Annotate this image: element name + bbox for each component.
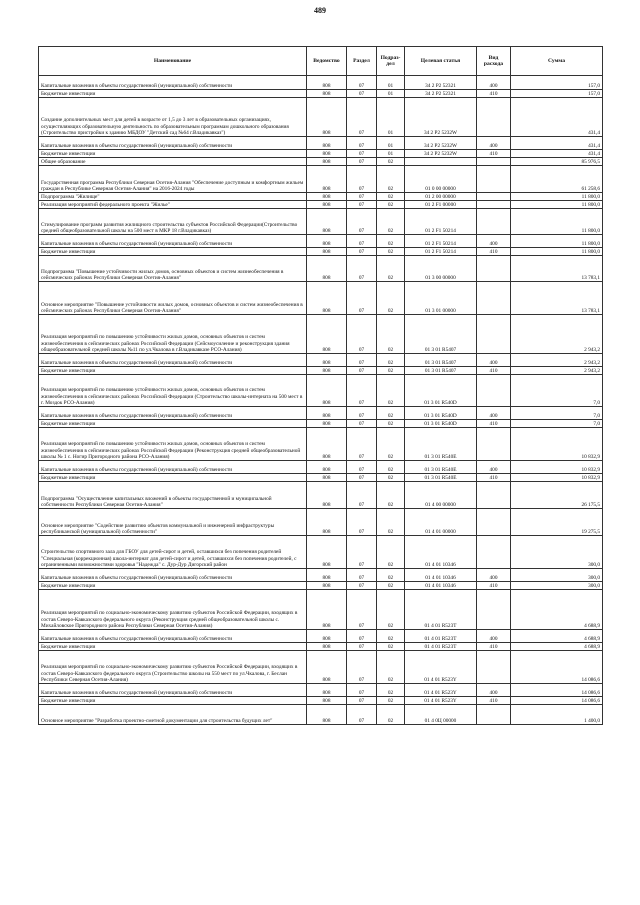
cell-podrazdel: 01	[377, 76, 405, 90]
cell-vid: 400	[477, 76, 511, 90]
cell-razdel: 07	[347, 137, 377, 150]
cell-name: Строительство спортивного зала для ГБОУ для детей-сирот и детей, оставшихся без попечения родителей "Специальная (коррекционная) школа-интернат для детей-сирот и детей, оставшихся без попечения родителей, с ограниченными возможностями здоровья "Надежда" с. Дур-Дур Дигорский район	[39, 536, 307, 569]
cell-name: Капитальные вложения в объекты государственной (муниципальной) собственности	[39, 407, 307, 420]
cell-vid: 400	[477, 569, 511, 582]
cell-name: Бюджетные инвестиции	[39, 643, 307, 651]
header-razdel: Раздел	[347, 47, 377, 76]
cell-celevaya: 01 3 01 R5407	[405, 315, 477, 354]
cell-summa: 431,4	[511, 137, 603, 150]
cell-vedomstvo: 808	[307, 158, 347, 166]
cell-celevaya: 01 3 01 R540E	[405, 474, 477, 482]
cell-summa: 10 832,9	[511, 474, 603, 482]
cell-razdel: 07	[347, 461, 377, 474]
cell-summa: 13 783,1	[511, 282, 603, 315]
cell-vid	[477, 256, 511, 282]
cell-name: Стимулирование программ развития жилищного строительства субъектов Российской Федерации(Строительство средней общеобразовательной школы на 500 мест в МКР 18 г.Владикавказ)	[39, 209, 307, 235]
cell-podrazdel: 02	[377, 684, 405, 697]
cell-razdel: 07	[347, 193, 377, 201]
table-row	[39, 569, 603, 582]
cell-podrazdel: 02	[377, 282, 405, 315]
table-row	[39, 76, 603, 90]
cell-celevaya: 01 3 01 R540D	[405, 375, 477, 407]
table-row	[39, 98, 603, 137]
cell-vedomstvo: 808	[307, 428, 347, 461]
header-summa: Сумма	[511, 47, 603, 76]
cell-podrazdel: 02	[377, 705, 405, 725]
cell-summa: 300,0	[511, 569, 603, 582]
cell-name: Капитальные вложения в объекты государственной (муниципальной) собственности	[39, 630, 307, 643]
cell-summa: 11 800,0	[511, 201, 603, 209]
cell-podrazdel: 02	[377, 697, 405, 705]
cell-razdel: 07	[347, 509, 377, 536]
cell-podrazdel: 02	[377, 509, 405, 536]
cell-vid	[477, 590, 511, 630]
table-row	[39, 536, 603, 569]
cell-vedomstvo: 808	[307, 684, 347, 697]
cell-razdel: 07	[347, 630, 377, 643]
cell-podrazdel: 02	[377, 582, 405, 590]
cell-name: Бюджетные инвестиции	[39, 248, 307, 256]
table-row	[39, 90, 603, 98]
table-row	[39, 684, 603, 697]
cell-podrazdel: 02	[377, 474, 405, 482]
cell-vedomstvo: 808	[307, 461, 347, 474]
cell-vid: 410	[477, 420, 511, 428]
cell-name: Подпрограмма "Осуществление капитальных вложений в объекты государственной и муниципальной собственности Республики Северная Осетия-Алания"	[39, 482, 307, 509]
cell-podrazdel: 01	[377, 150, 405, 158]
cell-celevaya	[405, 158, 477, 166]
table-row	[39, 590, 603, 630]
cell-name: Реализация мероприятий по повышению устойчивости жилых домов, основных объектов и систем жизнеобеспечения в сейсмических районах Российской Федерации (Строительство школы-интерната на 500 мест в г. Моздок РСО-Алания)	[39, 375, 307, 407]
cell-vid: 400	[477, 407, 511, 420]
cell-vid: 400	[477, 137, 511, 150]
cell-vedomstvo: 808	[307, 90, 347, 98]
cell-celevaya: 34 2 P2 52321	[405, 90, 477, 98]
cell-summa: 157,0	[511, 76, 603, 90]
cell-vedomstvo: 808	[307, 235, 347, 248]
cell-vid	[477, 166, 511, 193]
cell-podrazdel: 02	[377, 651, 405, 684]
cell-razdel: 07	[347, 536, 377, 569]
table-row	[39, 367, 603, 375]
cell-vid	[477, 651, 511, 684]
cell-name: Бюджетные инвестиции	[39, 150, 307, 158]
cell-vid: 410	[477, 248, 511, 256]
cell-razdel: 07	[347, 569, 377, 582]
cell-razdel: 07	[347, 354, 377, 367]
table-row	[39, 193, 603, 201]
cell-summa: 2 943,2	[511, 367, 603, 375]
cell-podrazdel: 02	[377, 428, 405, 461]
cell-summa: 19 275,5	[511, 509, 603, 536]
cell-razdel: 07	[347, 150, 377, 158]
table-row	[39, 201, 603, 209]
cell-razdel: 07	[347, 643, 377, 651]
cell-summa: 431,4	[511, 150, 603, 158]
header-vid: Вид расхода	[477, 47, 511, 76]
cell-razdel: 07	[347, 705, 377, 725]
cell-razdel: 07	[347, 282, 377, 315]
cell-celevaya: 34 2 P2 5232W	[405, 137, 477, 150]
cell-vedomstvo: 808	[307, 582, 347, 590]
cell-summa: 14 086,6	[511, 651, 603, 684]
table-row	[39, 509, 603, 536]
cell-podrazdel: 02	[377, 630, 405, 643]
table-header-row	[39, 47, 603, 76]
cell-summa: 7,0	[511, 420, 603, 428]
cell-celevaya: 01 4 01 10346	[405, 536, 477, 569]
cell-razdel: 07	[347, 201, 377, 209]
cell-vid: 410	[477, 474, 511, 482]
cell-name: Капитальные вложения в объекты государственной (муниципальной) собственности	[39, 684, 307, 697]
table-row	[39, 407, 603, 420]
cell-podrazdel: 02	[377, 461, 405, 474]
cell-name: Капитальные вложения в объекты государственной (муниципальной) собственности	[39, 461, 307, 474]
cell-name: Бюджетные инвестиции	[39, 697, 307, 705]
table-row	[39, 235, 603, 248]
cell-vedomstvo: 808	[307, 76, 347, 90]
cell-vid	[477, 536, 511, 569]
cell-summa: 85 976,5	[511, 158, 603, 166]
cell-name: Капитальные вложения в объекты государственной (муниципальной) собственности	[39, 569, 307, 582]
cell-razdel: 07	[347, 697, 377, 705]
cell-summa: 26 175,5	[511, 482, 603, 509]
table-row	[39, 474, 603, 482]
cell-name: Капитальные вложения в объекты государственной (муниципальной) собственности	[39, 354, 307, 367]
cell-podrazdel: 02	[377, 354, 405, 367]
cell-razdel: 07	[347, 235, 377, 248]
header-podrazdel: Подраз-дел	[377, 47, 405, 76]
cell-celevaya: 01 4 01 10346	[405, 582, 477, 590]
cell-razdel: 07	[347, 90, 377, 98]
table-row	[39, 158, 603, 166]
cell-podrazdel: 02	[377, 158, 405, 166]
cell-celevaya: 34 2 P2 52321	[405, 76, 477, 90]
cell-summa: 300,0	[511, 536, 603, 569]
cell-vedomstvo: 808	[307, 98, 347, 137]
cell-celevaya: 01 2 F1 50214	[405, 248, 477, 256]
cell-podrazdel: 02	[377, 643, 405, 651]
cell-celevaya: 01 3 01 R540E	[405, 428, 477, 461]
table-row	[39, 315, 603, 354]
cell-summa: 14 086,6	[511, 697, 603, 705]
cell-summa: 157,0	[511, 90, 603, 98]
cell-celevaya: 01 4 01 10346	[405, 569, 477, 582]
cell-vid: 400	[477, 684, 511, 697]
cell-name: Основное мероприятие "Повышение устойчивости жилых домов, основных объектов и систем жизнеобеспечения в сейсмических районах Республики Северная Осетия-Алания"	[39, 282, 307, 315]
cell-name: Бюджетные инвестиции	[39, 90, 307, 98]
cell-vid: 400	[477, 630, 511, 643]
table-row	[39, 354, 603, 367]
cell-vid	[477, 482, 511, 509]
cell-name: Капитальные вложения в объекты государственной (муниципальной) собственности	[39, 235, 307, 248]
cell-vedomstvo: 808	[307, 150, 347, 158]
cell-celevaya: 01 2 F1 00000	[405, 201, 477, 209]
cell-vedomstvo: 808	[307, 209, 347, 235]
table-row	[39, 643, 603, 651]
cell-podrazdel: 01	[377, 137, 405, 150]
cell-vedomstvo: 808	[307, 248, 347, 256]
cell-vid	[477, 193, 511, 201]
table-row	[39, 428, 603, 461]
cell-summa: 11 800,0	[511, 209, 603, 235]
cell-vid	[477, 158, 511, 166]
cell-podrazdel: 02	[377, 536, 405, 569]
cell-name: Бюджетные инвестиции	[39, 367, 307, 375]
cell-vid	[477, 375, 511, 407]
cell-vedomstvo: 808	[307, 697, 347, 705]
table-row	[39, 705, 603, 725]
cell-name: Реализация мероприятий по социально-экономическому развитию субъектов Российской Федерации, входящих в состав Северо-Кавказского федерального округа (Реконструкция средней общеобразовательной школы с. Михайловское Пригородного района Республики Северная Осетия-Алания)	[39, 590, 307, 630]
cell-celevaya: 01 4 01 R523Y	[405, 697, 477, 705]
cell-vid	[477, 98, 511, 137]
cell-vid: 410	[477, 367, 511, 375]
cell-vedomstvo: 808	[307, 705, 347, 725]
cell-razdel: 07	[347, 651, 377, 684]
cell-vedomstvo: 808	[307, 166, 347, 193]
table-row	[39, 166, 603, 193]
cell-vedomstvo: 808	[307, 509, 347, 536]
cell-vedomstvo: 808	[307, 282, 347, 315]
table-row	[39, 137, 603, 150]
page-number: 489	[314, 6, 326, 15]
cell-podrazdel: 02	[377, 315, 405, 354]
cell-vedomstvo: 808	[307, 643, 347, 651]
table-row	[39, 375, 603, 407]
cell-razdel: 07	[347, 375, 377, 407]
cell-vid	[477, 509, 511, 536]
cell-razdel: 07	[347, 256, 377, 282]
cell-celevaya: 01 2 F1 50214	[405, 235, 477, 248]
cell-celevaya: 01 4 01 R523T	[405, 630, 477, 643]
cell-summa: 7,0	[511, 375, 603, 407]
table-row	[39, 248, 603, 256]
cell-vedomstvo: 808	[307, 630, 347, 643]
cell-vedomstvo: 808	[307, 354, 347, 367]
cell-razdel: 07	[347, 166, 377, 193]
cell-vid: 400	[477, 354, 511, 367]
cell-vid: 410	[477, 582, 511, 590]
cell-name: Реализация мероприятий по повышению устойчивости жилых домов, основных объектов и систем жизнеобеспечения в сейсмических районах Российской Федерации (Сейсмоусиление и реконструкция здания общеобразовательной средней школы №11 по ул.Чкалова в г.Владикавказе РСО-Алания)	[39, 315, 307, 354]
table-row	[39, 482, 603, 509]
cell-podrazdel: 02	[377, 367, 405, 375]
cell-vedomstvo: 808	[307, 482, 347, 509]
cell-vid: 410	[477, 90, 511, 98]
cell-name: Подпрограмма "Повышение устойчивости жилых домов, основных объектов и систем жизнеобеспечения в сейсмических районах Республики Северная Осетия-Алания"	[39, 256, 307, 282]
table-row	[39, 630, 603, 643]
cell-razdel: 07	[347, 76, 377, 90]
cell-podrazdel: 02	[377, 235, 405, 248]
cell-razdel: 07	[347, 98, 377, 137]
cell-summa: 61 258,6	[511, 166, 603, 193]
table-row	[39, 420, 603, 428]
cell-celevaya: 01 3 01 R5407	[405, 354, 477, 367]
cell-vedomstvo: 808	[307, 474, 347, 482]
cell-summa: 7,0	[511, 407, 603, 420]
cell-name: Бюджетные инвестиции	[39, 582, 307, 590]
cell-celevaya: 01 4 01 R523Y	[405, 684, 477, 697]
cell-name: Основное мероприятие "Разработка проектно-сметной документации для строительства будущих лет"	[39, 705, 307, 725]
cell-celevaya: 01 4 0Ц 00000	[405, 705, 477, 725]
cell-vedomstvo: 808	[307, 193, 347, 201]
cell-name: Подпрограмма "Жилище"	[39, 193, 307, 201]
table-row	[39, 651, 603, 684]
cell-vedomstvo: 808	[307, 256, 347, 282]
cell-vedomstvo: 808	[307, 375, 347, 407]
cell-razdel: 07	[347, 209, 377, 235]
cell-razdel: 07	[347, 590, 377, 630]
cell-celevaya: 01 3 01 00000	[405, 282, 477, 315]
cell-vid	[477, 428, 511, 461]
cell-vid: 410	[477, 697, 511, 705]
cell-celevaya: 01 2 F1 50214	[405, 209, 477, 235]
cell-podrazdel: 01	[377, 98, 405, 137]
cell-summa: 2 943,2	[511, 354, 603, 367]
cell-razdel: 07	[347, 428, 377, 461]
cell-celevaya: 01 3 01 R540E	[405, 461, 477, 474]
cell-vedomstvo: 808	[307, 315, 347, 354]
cell-name: Создание дополнительных мест для детей в возрасте от 1,5 до 3 лет в образовательных организациях, осуществляющих образовательную деятельность по образовательным программам дошкольного образования (Строительство пристройки к зданию МБДОУ "Детский сад №64 г.Владикавказ")	[39, 98, 307, 137]
cell-summa: 11 800,0	[511, 248, 603, 256]
cell-podrazdel: 02	[377, 201, 405, 209]
cell-vid: 410	[477, 643, 511, 651]
cell-summa: 4 688,9	[511, 643, 603, 651]
cell-vedomstvo: 808	[307, 569, 347, 582]
cell-razdel: 07	[347, 407, 377, 420]
budget-table	[38, 46, 603, 725]
cell-name: Реализация мероприятий по социально-экономическому развитию субъектов Российской Федерации, входящих в состав Северо-Кавказского федерального округа (Строительство школы на 550 мест по ул.Чкалова, г. Беслан Республики Северная Осетия-Алания)	[39, 651, 307, 684]
cell-vid: 400	[477, 461, 511, 474]
cell-summa: 13 783,1	[511, 256, 603, 282]
cell-razdel: 07	[347, 684, 377, 697]
table-row	[39, 150, 603, 158]
cell-vid	[477, 315, 511, 354]
cell-name: Общее образование	[39, 158, 307, 166]
cell-vedomstvo: 808	[307, 137, 347, 150]
header-name: Наименование	[39, 47, 307, 76]
header-celevaya: Целевая статья	[405, 47, 477, 76]
cell-celevaya: 01 4 00 00000	[405, 482, 477, 509]
cell-celevaya: 01 4 01 R523T	[405, 643, 477, 651]
cell-name: Реализация мероприятий федерального проекта "Жилье"	[39, 201, 307, 209]
cell-vedomstvo: 808	[307, 651, 347, 684]
cell-summa: 11 800,0	[511, 193, 603, 201]
cell-name: Капитальные вложения в объекты государственной (муниципальной) собственности	[39, 76, 307, 90]
cell-name: Государственная программа Республики Северная Осетия-Алания "Обеспечение доступным и комфортным жильем граждан в Республике Северная Осетия-Алания" на 2016-2024 годы	[39, 166, 307, 193]
cell-vedomstvo: 808	[307, 407, 347, 420]
table-body	[39, 76, 603, 725]
cell-podrazdel: 02	[377, 248, 405, 256]
cell-vid	[477, 282, 511, 315]
cell-podrazdel: 02	[377, 482, 405, 509]
cell-celevaya: 01 2 00 00000	[405, 193, 477, 201]
table-row	[39, 697, 603, 705]
cell-celevaya: 34 2 P2 5232W	[405, 150, 477, 158]
cell-podrazdel: 02	[377, 256, 405, 282]
cell-vedomstvo: 808	[307, 536, 347, 569]
cell-vid: 410	[477, 150, 511, 158]
cell-razdel: 07	[347, 474, 377, 482]
table-row	[39, 209, 603, 235]
cell-name: Капитальные вложения в объекты государственной (муниципальной) собственности	[39, 137, 307, 150]
cell-celevaya: 01 4 01 00000	[405, 509, 477, 536]
cell-podrazdel: 02	[377, 407, 405, 420]
cell-vedomstvo: 808	[307, 420, 347, 428]
cell-podrazdel: 02	[377, 375, 405, 407]
cell-celevaya: 01 3 00 00000	[405, 256, 477, 282]
table-row	[39, 461, 603, 474]
cell-razdel: 07	[347, 482, 377, 509]
table-row	[39, 256, 603, 282]
cell-vid: 400	[477, 235, 511, 248]
cell-podrazdel: 02	[377, 569, 405, 582]
cell-razdel: 07	[347, 582, 377, 590]
cell-vedomstvo: 808	[307, 367, 347, 375]
cell-celevaya: 34 2 P2 5232W	[405, 98, 477, 137]
cell-summa: 1 400,0	[511, 705, 603, 725]
cell-celevaya: 01 4 01 R523T	[405, 590, 477, 630]
cell-celevaya: 01 3 01 R540D	[405, 407, 477, 420]
cell-name: Реализация мероприятий по повышению устойчивости жилых домов, основных объектов и систем жизнеобеспечения в сейсмических районах Российской Федерации (Реконструкция средней общеобразовательной школы № 1 с. Ногир Пригородного района РСО-Алания)	[39, 428, 307, 461]
cell-summa: 10 832,9	[511, 461, 603, 474]
cell-vid	[477, 209, 511, 235]
cell-vedomstvo: 808	[307, 590, 347, 630]
header-vedomstvo: Ведомство	[307, 47, 347, 76]
cell-razdel: 07	[347, 248, 377, 256]
cell-vedomstvo: 808	[307, 201, 347, 209]
cell-podrazdel: 02	[377, 590, 405, 630]
cell-podrazdel: 02	[377, 166, 405, 193]
cell-podrazdel: 02	[377, 209, 405, 235]
cell-razdel: 07	[347, 367, 377, 375]
cell-razdel: 07	[347, 158, 377, 166]
cell-summa: 4 688,9	[511, 590, 603, 630]
cell-name: Основное мероприятие "Содействие развитию объектов коммунальной и инженерной инфраструктуры республиканской (муниципальной) собственности"	[39, 509, 307, 536]
cell-name: Бюджетные инвестиции	[39, 420, 307, 428]
cell-summa: 14 086,6	[511, 684, 603, 697]
cell-name: Бюджетные инвестиции	[39, 474, 307, 482]
cell-vid	[477, 201, 511, 209]
cell-podrazdel: 01	[377, 90, 405, 98]
cell-celevaya: 01 3 01 R5407	[405, 367, 477, 375]
cell-summa: 431,4	[511, 98, 603, 137]
cell-celevaya: 01 0 00 00000	[405, 166, 477, 193]
cell-razdel: 07	[347, 315, 377, 354]
table-row	[39, 582, 603, 590]
cell-celevaya: 01 4 01 R523Y	[405, 651, 477, 684]
cell-razdel: 07	[347, 420, 377, 428]
cell-podrazdel: 02	[377, 420, 405, 428]
cell-summa: 11 800,0	[511, 235, 603, 248]
cell-summa: 10 832,9	[511, 428, 603, 461]
cell-podrazdel: 02	[377, 193, 405, 201]
cell-summa: 4 688,9	[511, 630, 603, 643]
cell-summa: 2 943,2	[511, 315, 603, 354]
cell-celevaya: 01 3 01 R540D	[405, 420, 477, 428]
table-row	[39, 282, 603, 315]
cell-vid	[477, 705, 511, 725]
cell-summa: 300,0	[511, 582, 603, 590]
